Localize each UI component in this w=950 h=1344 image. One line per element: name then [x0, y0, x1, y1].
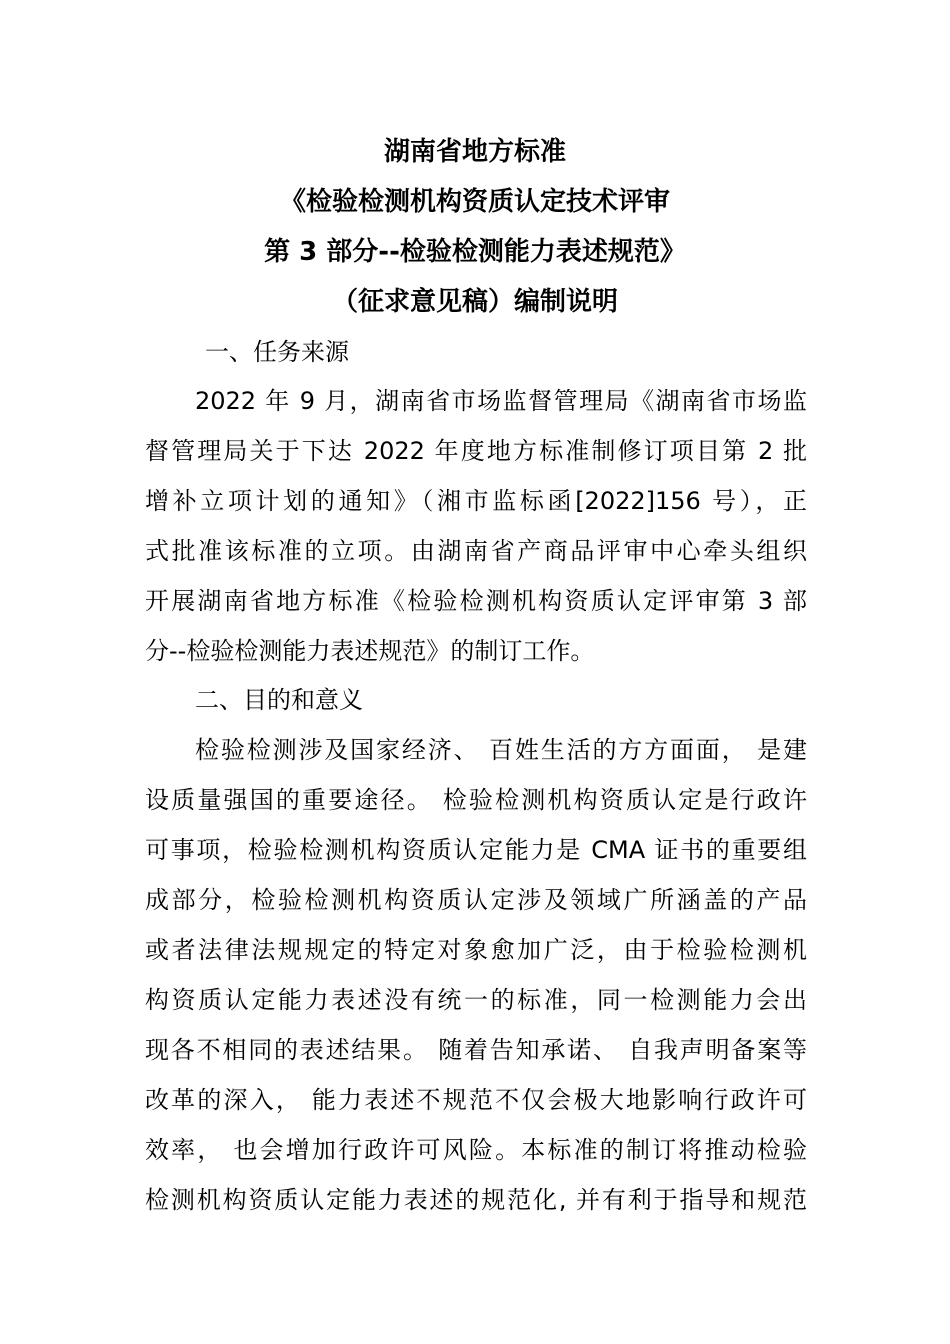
- section-1-line: 2022 年 9 月，湖南省市场监督管理局《湖南省市场监: [195, 387, 807, 415]
- section-1-line: 增补立项计划的通知》（湘市监标函[2022]156 号），正: [145, 487, 807, 515]
- document-title-line-1: 湖南省地方标准: [383, 137, 566, 167]
- document-title-line-2: 《检验检测机构资质认定技术评审: [279, 187, 670, 217]
- section-2-heading: 二、目的和意义: [195, 686, 363, 714]
- section-1-heading: 一、任务来源: [205, 338, 349, 366]
- section-2-line: 改革的深入， 能力表述不规范不仅会极大地影响行政许可: [145, 1086, 807, 1114]
- section-2-line: 可事项，检验检测机构资质认定能力是 CMA 证书的重要组: [145, 836, 807, 864]
- section-1-line: 分--检验检测能力表述规范》的制订工作。: [145, 637, 595, 665]
- section-2-line: 构资质认定能力表述没有统一的标准，同一检测能力会出: [145, 986, 807, 1014]
- section-2-line: 现各不相同的表述结果。 随着告知承诺、 自我声明备案等: [145, 1036, 807, 1064]
- section-2-line: 或者法律法规规定的特定对象愈加广泛，由于检验检测机: [145, 936, 807, 964]
- section-2-line: 效率， 也会增加行政许可风险。本标准的制订将推动检验: [145, 1136, 807, 1164]
- section-2-line: 设质量强国的重要途径。 检验检测机构资质认定是行政许: [145, 786, 807, 814]
- section-1-line: 式批准该标准的立项。由湖南省产商品评审中心牵头组织: [145, 537, 807, 565]
- document-title-line-3: 第 3 部分--检验检测能力表述规范》: [264, 237, 686, 267]
- section-2-line: 成部分，检验检测机构资质认定涉及领域广所涵盖的产品: [145, 886, 807, 914]
- section-1-line: 督管理局关于下达 2022 年度地方标准制修订项目第 2 批: [145, 437, 807, 465]
- document-title-line-4: （征求意见稿）编制说明: [331, 287, 618, 317]
- section-2-line: 检验检测涉及国家经济、 百姓生活的方方面面， 是建: [195, 736, 807, 764]
- section-2-line: 检测机构资质认定能力表述的规范化, 并有利于指导和规范: [145, 1186, 807, 1214]
- section-1-line: 开展湖南省地方标准《检验检测机构资质认定评审第 3 部: [145, 587, 807, 615]
